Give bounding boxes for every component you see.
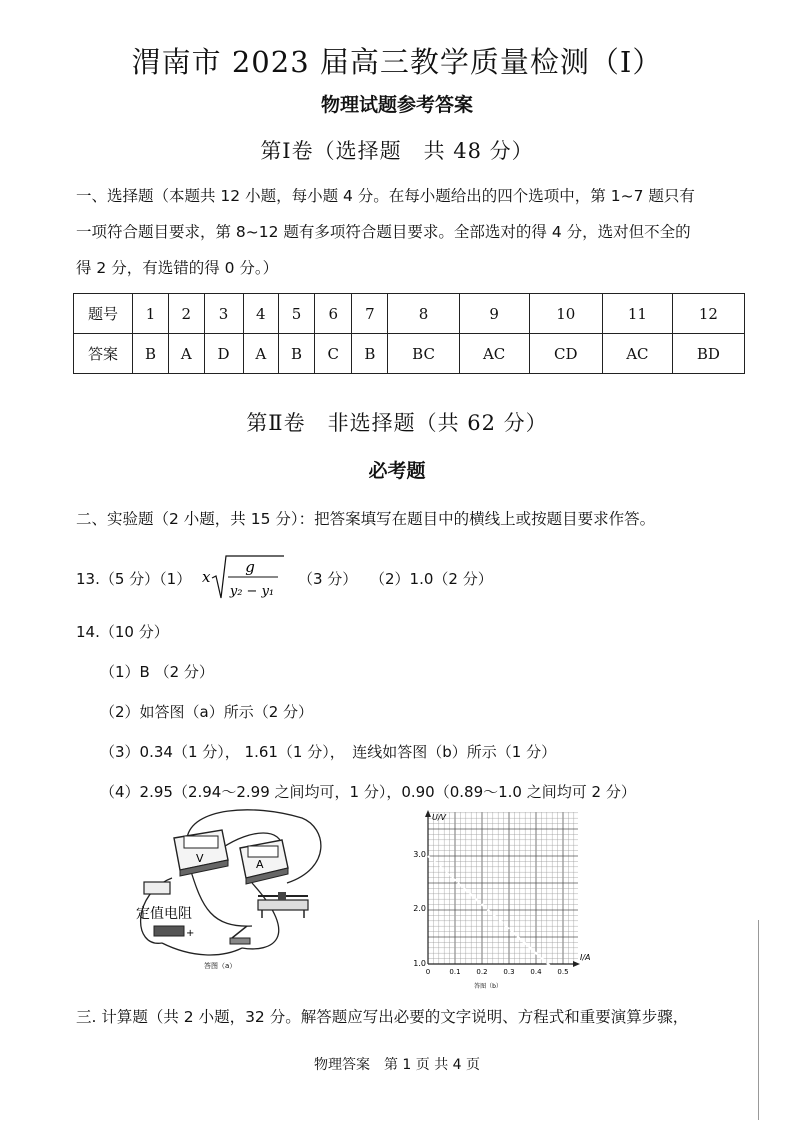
page-footer: 物理答案 第 1 页 共 4 页 (313, 1057, 481, 1073)
formula-numerator: g (245, 558, 255, 576)
graph-y-tick: 1.0 (413, 959, 426, 968)
voltmeter-label: V (196, 852, 204, 865)
graph-x-label: I/A (580, 953, 591, 962)
graph-x-tick: 0.3 (503, 968, 515, 976)
q13-part1-score: （3 分） (298, 570, 358, 588)
table-cell-number: 3 (204, 294, 243, 334)
graph-y-tick: 3.0 (413, 850, 426, 859)
table-cell-number: 11 (602, 294, 672, 334)
table-cell-answer: BD (672, 334, 744, 374)
graph-x-tick: 0.2 (476, 968, 488, 976)
q14-part1: （1）B （2 分） (100, 663, 214, 681)
table-cell-answer: B (352, 334, 388, 374)
table-cell-answer: AC (459, 334, 529, 374)
table-cell-number: 9 (459, 294, 529, 334)
table-header-answer: 答案 (74, 334, 133, 374)
graph-grid (428, 812, 578, 964)
ammeter-label: A (256, 858, 264, 871)
q14-header: 14.（10 分） (76, 623, 169, 641)
q14-part4: （4）2.95（2.94～2.99 之间均可，1 分），0.90（0.89～1.0 之间均可 2 分） (100, 783, 636, 801)
table-cell-answer: AC (602, 334, 672, 374)
graph-x-tick: 0.1 (449, 968, 461, 976)
battery-icon (154, 926, 194, 939)
switch-icon (230, 926, 250, 944)
section3-heading: 三. 计算题（共 2 小题，32 分。解答题应写出必要的文字说明、方程式和重要演算步骤， (76, 1008, 689, 1026)
fixed-resistor-label: 定值电阻 (136, 906, 192, 922)
graph-x-tick: 0 (425, 968, 431, 976)
q14-part3: （3）0.34（1 分）， 1.61（1 分）， 连线如答图（b）所示（1 分） (100, 743, 557, 761)
graph-y-label: U/V (432, 813, 447, 822)
rheostat-icon (258, 892, 308, 918)
section1-line3: 得 2 分，有选错的得 0 分。） (76, 259, 279, 277)
answer-table-number-row (74, 294, 745, 334)
table-cell-answer: BC (388, 334, 459, 374)
scan-edge-line (758, 920, 759, 1120)
table-cell-number: 2 (169, 294, 204, 334)
table-cell-number: 5 (279, 294, 315, 334)
svg-text:+: + (186, 928, 195, 939)
formula-denominator: y₂ − y₁ (229, 584, 275, 599)
ammeter-icon (240, 840, 288, 884)
table-cell-answer: B (279, 334, 315, 374)
figure-a-caption: 答图（a） (204, 962, 237, 970)
q13-part2: （2）1.0（2 分） (370, 570, 493, 588)
table-cell-number: 12 (672, 294, 744, 334)
q13-sqrt-formula (198, 552, 288, 602)
ui-graph-figure-b (406, 808, 596, 993)
table-cell-number: 1 (133, 294, 169, 334)
graph-y-tick: 2.0 (413, 904, 426, 913)
answer-table-answer-row (74, 334, 745, 374)
table-cell-number: 4 (243, 294, 278, 334)
circuit-figure-a (132, 808, 332, 978)
table-cell-answer: A (169, 334, 204, 374)
table-cell-number: 10 (529, 294, 602, 334)
table-cell-number: 6 (315, 294, 352, 334)
table-cell-number: 8 (388, 294, 459, 334)
section1-line1: 一、选择题（本题共 12 小题，每小题 4 分。在每小题给出的四个选项中，第 1~7 题只有 (76, 187, 695, 205)
section2-heading: 二、实验题（2 小题，共 15 分）：把答案填写在题目中的横线上或按题目要求作答。 (76, 510, 656, 528)
voltmeter-icon (174, 830, 228, 876)
table-cell-answer: A (243, 334, 278, 374)
answer-table (73, 293, 745, 374)
table-cell-answer: B (133, 334, 169, 374)
q14-part2: （2）如答图（a）所示（2 分） (100, 703, 314, 721)
fixed-resistor-icon (144, 882, 170, 894)
table-cell-answer: D (204, 334, 243, 374)
page-subtitle: 物理试题参考答案 (320, 94, 473, 116)
table-cell-number: 7 (352, 294, 388, 334)
required-questions-heading: 必考题 (368, 460, 426, 482)
table-header-number: 题号 (74, 294, 133, 334)
table-cell-answer: CD (529, 334, 602, 374)
volume1-title: 第Ⅰ卷（选择题 共 48 分） (260, 139, 534, 163)
section1-line2: 一项符合题目要求，第 8~12 题有多项符合题目要求。全部选对的得 4 分，选对但不全的 (76, 223, 691, 241)
graph-x-tick: 0.5 (557, 968, 569, 976)
graph-x-tick: 0.4 (530, 968, 542, 976)
q13-prefix: 13.（5 分）（1） (76, 570, 192, 588)
figure-b-caption: 答图（b） (474, 983, 502, 990)
volume2-title: 第Ⅱ卷 非选择题（共 62 分） (246, 411, 548, 435)
section1-instructions (76, 178, 756, 286)
page-title: 渭南市 2023 届高三教学质量检测（Ⅰ） (131, 45, 663, 79)
formula-var-x: x (202, 568, 211, 586)
table-cell-answer: C (315, 334, 352, 374)
